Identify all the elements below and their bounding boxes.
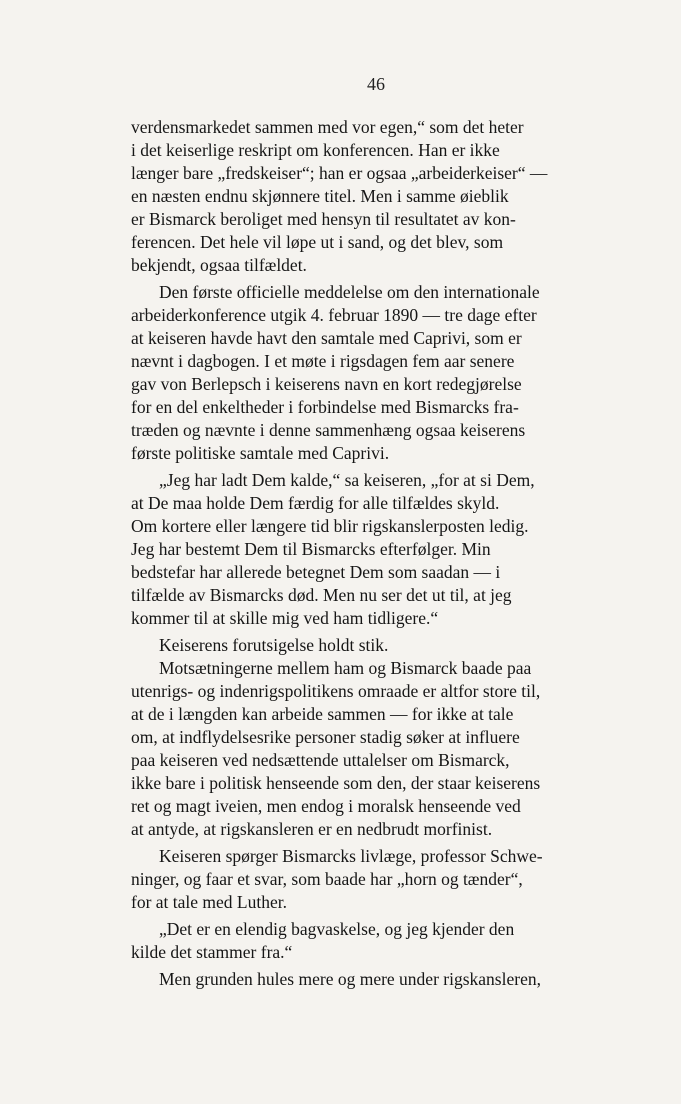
text-line: i det keiserlige reskript om konferencen. Han er ikke [131,140,500,160]
text-line: Om kortere eller længere tid blir rigskanslerposten ledig. [131,516,529,536]
text-line: paa keiseren ved nedsættende uttalelser om Bismarck, [131,750,510,770]
text-line: at de i længden kan arbeide sammen — for ikke at tale [131,704,514,724]
text-line: ret og magt iveien, men endog i moralsk henseende ved [131,796,521,816]
text-line: for at tale med Luther. [131,892,287,912]
text-line: verdensmarkedet sammen med vor egen,“ som det heter [131,117,524,137]
text-line: „Jeg har ladt Dem kalde,“ sa keiseren, „for at si Dem, [159,470,535,490]
text-line: en næsten endnu skjønnere titel. Men i samme øieblik [131,186,509,206]
text-line: ninger, og faar et svar, som baade har „horn og tænder“, [131,869,523,889]
text-line: at keiseren havde havt den samtale med Caprivi, som er [131,328,522,348]
text-line: træden og nævnte i denne sammenhæng ogsaa keiserens [131,420,526,440]
page-number: 46 [367,74,385,94]
text-line: bekjendt, ogsaa tilfældet. [131,255,307,275]
text-line: nævnt i dagbogen. I et møte i rigsdagen fem aar senere [131,351,515,371]
text-line: „Det er en elendig bagvaskelse, og jeg kjender den [159,919,515,939]
text-line: længer bare „fredskeiser“; han er ogsaa „arbeiderkeiser“ — [131,163,548,183]
text-line: Keiserens forutsigelse holdt stik. [159,635,389,655]
text-line: om, at indflydelsesrike personer stadig søker at influere [131,727,520,747]
text-line: Motsætningerne mellem ham og Bismarck baade paa [159,658,532,678]
text-line: kommer til at skille mig ved ham tidligere.“ [131,608,439,628]
text-line: er Bismarck beroliget med hensyn til resultatet av kon- [131,209,516,229]
text-line: tilfælde av Bismarcks død. Men nu ser det ut til, at jeg [131,585,512,605]
text-line: at antyde, at rigskansleren er en nedbrudt morfinist. [131,819,493,839]
text-line: Jeg har bestemt Dem til Bismarcks efterfølger. Min [131,539,491,559]
text-line: første politiske samtale med Caprivi. [131,443,390,463]
text-line: Keiseren spørger Bismarcks livlæge, professor Schwe- [159,846,543,866]
text-line: kilde det stammer fra.“ [131,942,293,962]
text-line: utenrigs- og indenrigspolitikens omraade er altfor store til, [131,681,541,701]
text-line: at De maa holde Dem færdig for alle tilfældes skyld. [131,493,500,513]
text-line: Den første officielle meddelelse om den internationale [159,282,540,302]
text-line: ikke bare i politisk henseende som den, der staar keiserens [131,773,541,793]
text-line: gav von Berlepsch i keiserens navn en kort redegjørelse [131,374,522,394]
text-line: arbeiderkonference utgik 4. februar 1890 — tre dage efter [131,305,537,325]
text-line: ferencen. Det hele vil løpe ut i sand, og det blev, som [131,232,504,252]
text-line: Men grunden hules mere og mere under rigskansleren, [159,969,541,989]
text-line: for en del enkeltheder i forbindelse med Bismarcks fra- [131,397,519,417]
text-line: bedstefar har allerede betegnet Dem som saadan — i [131,562,501,582]
